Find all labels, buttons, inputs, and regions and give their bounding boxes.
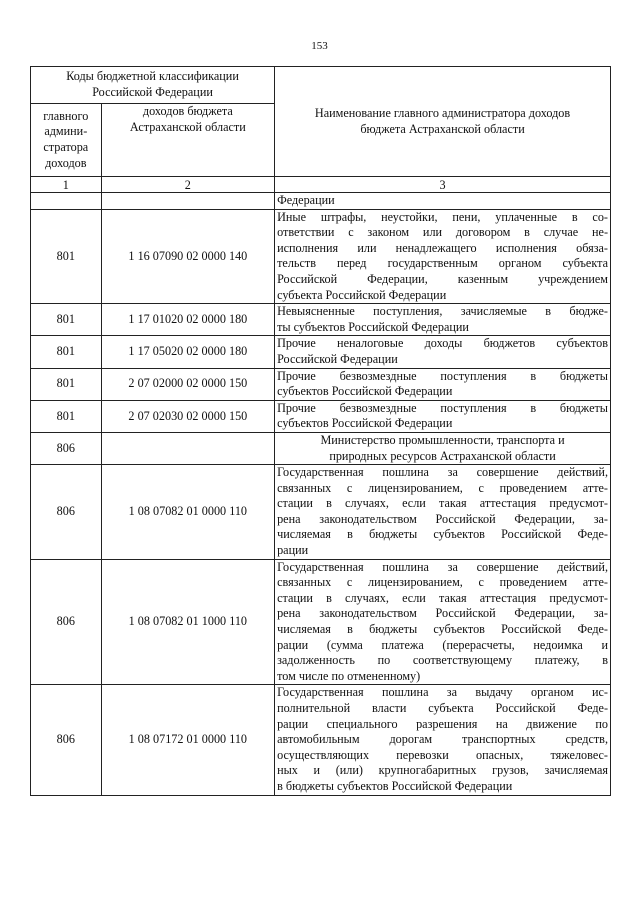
admin-header-line: админи- <box>44 124 88 139</box>
description-line: стации в случаях, если такая аттестация предусмот- <box>277 496 608 511</box>
admin-code-cell: 806 <box>31 465 102 560</box>
table-row <box>31 559 611 685</box>
description-line: в бюджеты субъектов Российской Федерации <box>277 778 513 793</box>
description-line: числяемая в бюджеты субъектов Российской Феде- <box>277 527 608 542</box>
description-line: Иные штрафы, неустойки, пени, уплаченные в со- <box>277 209 608 224</box>
table-row <box>31 465 611 560</box>
table-row <box>31 209 611 304</box>
description-line: Государственная пошлина за совершение действий, <box>277 559 608 574</box>
name-header-line: бюджета Астраханской области <box>360 121 525 136</box>
description-cell <box>275 336 611 368</box>
table-row <box>31 368 611 400</box>
description-line: ответствии с законом или договором в случае не- <box>277 225 608 240</box>
description-line: том числе по отмененному) <box>277 668 421 683</box>
description-line: рации (сумма платежа (перерасчеты, недоимка и <box>277 637 608 652</box>
column-number: 3 <box>275 177 611 193</box>
description-line: рена законодательством Российской Федерации, за- <box>277 511 608 526</box>
code-header-line: доходов бюджета <box>142 104 233 118</box>
income-code-cell: 2 07 02000 02 0000 150 <box>101 368 274 400</box>
description-line: числяемая в бюджеты субъектов Российской Феде- <box>277 622 608 637</box>
income-code-cell <box>101 193 274 210</box>
income-code-cell: 2 07 02030 02 0000 150 <box>101 400 274 432</box>
column-number: 2 <box>101 177 274 193</box>
description-line: Государственная пошлина за выдачу органом ис- <box>277 685 608 700</box>
description-line: связанных с лицензированием, с проведением атте- <box>277 575 608 590</box>
table-row <box>31 432 611 464</box>
description-cell <box>275 209 611 304</box>
table-body <box>31 193 611 796</box>
description-cell <box>275 368 611 400</box>
description-line: Прочие неналоговые доходы бюджетов субъектов <box>277 336 608 351</box>
description-cell <box>275 685 611 795</box>
admin-code-cell: 806 <box>31 685 102 795</box>
description-line: рации специального разрешения на движение по <box>277 716 608 731</box>
admin-header-line: стратора <box>43 140 89 154</box>
description-line: полнительной власти субъекта Российской Феде- <box>277 701 608 715</box>
income-code-cell: 1 08 07082 01 0000 110 <box>101 465 274 560</box>
income-code-cell: 1 17 01020 02 0000 180 <box>101 304 274 336</box>
description-line: Невыясненные поступления, зачисляемые в бюдже- <box>277 304 608 319</box>
table-row <box>31 193 611 210</box>
description-line: исполнения или ненадлежащего исполнения обяза- <box>277 240 608 255</box>
table-row <box>31 400 611 432</box>
description-line: рации <box>277 543 309 558</box>
description-cell <box>275 465 611 560</box>
description-line: стации в случаях, если такая аттестация предусмот- <box>277 590 608 605</box>
income-code-cell <box>101 432 274 464</box>
description-line: Государственная пошлина за совершение действий, <box>277 465 608 480</box>
description-line: ных и (или) крупногабаритных грузов, зачисляемая <box>277 763 608 778</box>
ministry-name-cell <box>275 432 611 464</box>
admin-code-cell: 806 <box>31 559 102 685</box>
admin-header-line: доходов <box>45 155 87 170</box>
name-column-header <box>275 67 611 177</box>
budget-classification-table <box>30 66 611 796</box>
table-header <box>31 67 611 193</box>
codes-title-cell <box>31 67 275 104</box>
description-line: осуществляющих перевозки опасных, тяжеловес- <box>277 747 608 762</box>
description-line: связанных с лицензированием, с проведением атте- <box>277 480 608 495</box>
codes-title-line: Коды бюджетной классификации <box>66 69 239 84</box>
codes-title-line: Российской Федерации <box>92 85 213 99</box>
column-number-row <box>31 177 611 193</box>
code-column-header <box>101 104 274 177</box>
description-line: природных ресурсов Астраханской области <box>329 448 556 463</box>
admin-code-cell <box>31 193 102 210</box>
income-code-cell: 1 17 05020 02 0000 180 <box>101 336 274 368</box>
code-header-line: Астраханской области <box>129 119 246 134</box>
description-line: задолженность по соответствующему платежу, в <box>277 653 608 668</box>
description-line: Прочие безвозмездные поступления в бюджеты <box>277 368 608 383</box>
description-line: автомобильным дорогам транспортных средств, <box>277 732 608 747</box>
name-header-line: Наименование главного администратора доходов <box>314 105 571 120</box>
description-line: Прочие безвозмездные поступления в бюджеты <box>277 400 608 415</box>
income-code-cell: 1 08 07172 01 0000 110 <box>101 685 274 795</box>
income-code-cell: 1 16 07090 02 0000 140 <box>101 209 274 304</box>
admin-code-cell: 801 <box>31 400 102 432</box>
description-line: субъекта Российской Федерации <box>277 287 447 302</box>
page-number: 153 <box>311 40 328 52</box>
description-line: тельств перед государственным органом субъекта <box>277 256 608 271</box>
admin-code-cell: 801 <box>31 336 102 368</box>
admin-code-cell: 801 <box>31 209 102 304</box>
admin-code-cell: 801 <box>31 368 102 400</box>
income-code-cell: 1 08 07082 01 1000 110 <box>101 559 274 685</box>
admin-code-cell: 806 <box>31 432 102 464</box>
admin-column-header <box>31 104 102 177</box>
description-line: субъектов Российской Федерации <box>277 416 453 431</box>
table-row <box>31 304 611 336</box>
description-line: ты субъектов Российской Федерации <box>277 319 469 334</box>
description-cell <box>275 559 611 685</box>
description-line: Российской Федерации <box>277 351 398 366</box>
description-line: Российской Федерации, казенным учреждением <box>277 271 608 286</box>
description-line: рена законодательством Российской Федерации, за- <box>277 606 608 621</box>
description-cell <box>275 304 611 336</box>
column-number: 1 <box>31 177 102 193</box>
description-line: Федерации <box>277 193 335 207</box>
admin-header-line: главного <box>43 108 89 123</box>
description-cell <box>275 400 611 432</box>
description-line: Министерство промышленности, транспорта и <box>320 432 565 447</box>
admin-code-cell: 801 <box>31 304 102 336</box>
description-cell <box>275 193 611 210</box>
description-line: субъектов Российской Федерации <box>277 384 453 399</box>
table-row <box>31 336 611 368</box>
table-row <box>31 685 611 795</box>
